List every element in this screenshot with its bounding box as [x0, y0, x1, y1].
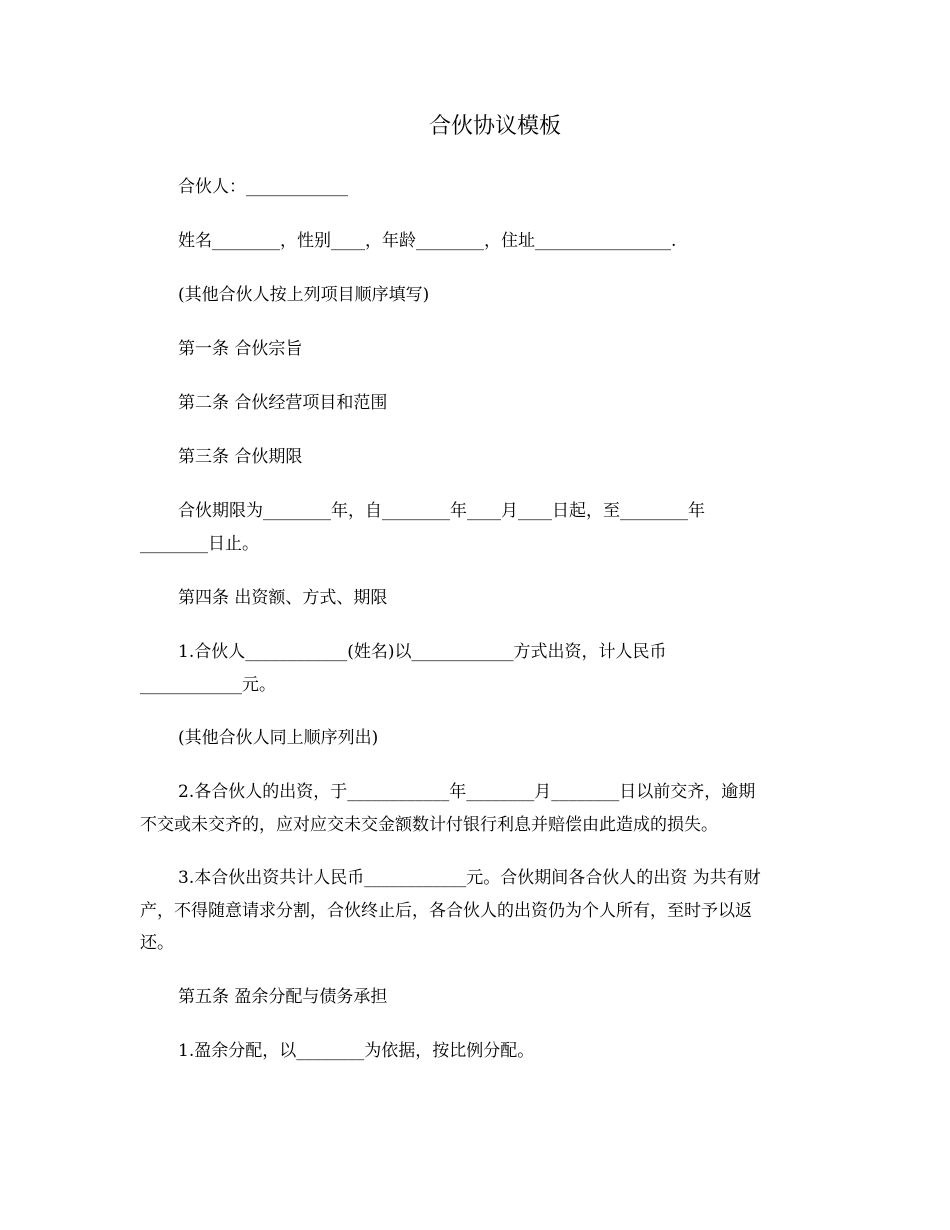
- article-4-note: (其他合伙人同上顺序列出): [178, 728, 379, 748]
- note-other-partners: (其他合伙人按上列项目顺序填写): [178, 285, 430, 305]
- document-title: 合伙协议模板: [428, 114, 561, 139]
- partner-line: 合伙人：____________: [178, 177, 348, 197]
- article-3-text-line-1: 合伙期限为________年，自________年____月____日起，至________年: [178, 501, 705, 521]
- article-2-heading: 第二条 合伙经营项目和范围: [178, 393, 388, 413]
- article-4-item-1-line-1: 1.合伙人____________(姓名)以____________方式出资，计人民币: [178, 642, 667, 662]
- article-5-heading: 第五条 盈余分配与债务承担: [178, 987, 388, 1007]
- article-3-heading: 第三条 合伙期限: [178, 447, 303, 467]
- article-4-item-3-line-3: 还。: [140, 933, 174, 953]
- article-5-item-1: 1.盈余分配，以________为依据，按比例分配。: [178, 1041, 535, 1061]
- article-4-heading: 第四条 出资额、方式、期限: [178, 588, 388, 608]
- article-3-text-line-2: ________日止。: [140, 534, 259, 554]
- article-4-item-1-line-2: ____________元。: [140, 675, 276, 695]
- article-4-item-2-line-2: 不交或未交齐的，应对应交未交金额数计付银行利息并赔偿由此造成的损失。: [140, 815, 718, 835]
- article-4-item-3-line-1: 3.本合伙出资共计人民币____________元。合伙期间各合伙人的出资 为共有财: [178, 868, 761, 888]
- article-4-item-2-line-1: 2.各合伙人的出资，于____________年________月________日以前交齐，逾期: [178, 782, 756, 802]
- article-4-item-3-line-2: 产，不得随意请求分割，合伙终止后，各合伙人的出资仍为个人所有，至时予以返: [140, 901, 752, 921]
- personal-info-line: 姓名________，性别____，年龄________，住址________________.: [178, 231, 677, 251]
- article-1-heading: 第一条 合伙宗旨: [178, 339, 303, 359]
